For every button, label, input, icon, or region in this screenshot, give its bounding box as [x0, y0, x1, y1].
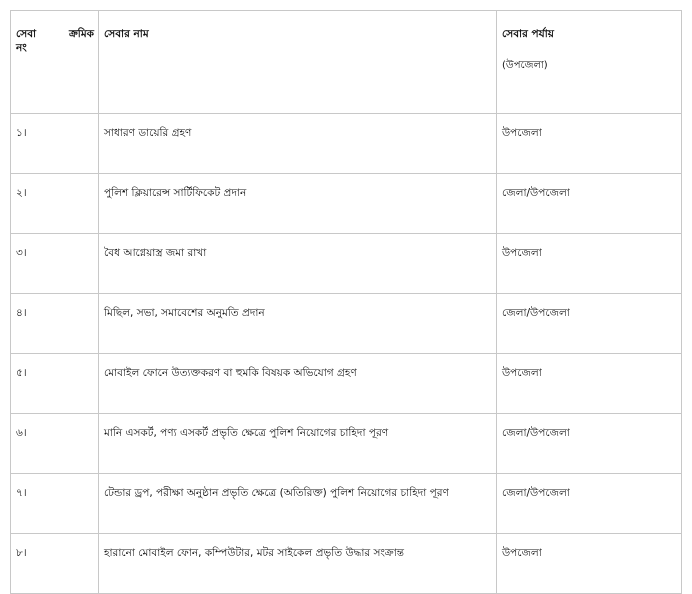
header-service-name-cell — [99, 11, 497, 114]
row-service-name: মানি এসকর্ট, পণ্য এসকর্ট প্রভৃতি ক্ষেত্রে পুলিশ নিয়োগের চাহিদা পূরণ — [99, 414, 497, 474]
table-row — [11, 354, 682, 414]
table-row — [11, 234, 682, 294]
table-row — [11, 294, 682, 354]
table-row — [11, 474, 682, 534]
table-row — [11, 114, 682, 174]
header-serial-word1: সেবা — [16, 28, 37, 40]
row-level: উপজেলা — [497, 234, 682, 294]
row-level: জেলা/উপজেলা — [497, 474, 682, 534]
row-serial: ৫। — [11, 354, 99, 414]
header-level-cell — [497, 11, 682, 114]
header-service-name: সেবার নাম — [104, 28, 149, 40]
row-serial: ৪। — [11, 294, 99, 354]
row-serial: ৬। — [11, 414, 99, 474]
row-service-name: পুলিশ ক্লিয়ারেন্স সার্টিফিকেট প্রদান — [99, 174, 497, 234]
row-serial: ১। — [11, 114, 99, 174]
row-level: উপজেলা — [497, 534, 682, 594]
header-serial-word3: নং — [16, 42, 27, 54]
row-serial: ৮। — [11, 534, 99, 594]
row-level: জেলা/উপজেলা — [497, 414, 682, 474]
row-service-name: টেন্ডার ড্রপ, পরীক্ষা অনুষ্ঠান প্রভৃতি ক্ষেত্রে (অতিরিক্ত) পুলিশ নিয়োগের চাহিদা পূরণ — [99, 474, 497, 534]
row-service-name: হারানো মোবাইল ফোন, কম্পিউটার, মটর সাইকেল প্রভৃতি উদ্ধার সংক্রান্ত — [99, 534, 497, 594]
header-serial-word2: ক্রমিক — [69, 28, 94, 40]
table-row — [11, 414, 682, 474]
row-level: উপজেলা — [497, 114, 682, 174]
table-row — [11, 534, 682, 594]
row-service-name: বৈধ আগ্নেয়াস্ত্র জমা রাখা — [99, 234, 497, 294]
row-level: জেলা/উপজেলা — [497, 294, 682, 354]
header-level: সেবার পর্যায় — [502, 28, 554, 40]
row-serial: ২। — [11, 174, 99, 234]
row-service-name: সাধারণ ডায়েরি গ্রহণ — [99, 114, 497, 174]
row-level: উপজেলা — [497, 354, 682, 414]
row-level: জেলা/উপজেলা — [497, 174, 682, 234]
table-row — [11, 174, 682, 234]
row-serial: ৩। — [11, 234, 99, 294]
header-level-sub: (উপজেলা) — [502, 60, 548, 71]
header-serial-cell — [11, 11, 99, 114]
table-header-row — [11, 11, 682, 114]
row-service-name: মিছিল, সভা, সমাবেশের অনুমতি প্রদান — [99, 294, 497, 354]
row-service-name: মোবাইল ফোনে উত্যক্তকরণ বা হুমকি বিষয়ক অভিযোগ গ্রহণ — [99, 354, 497, 414]
row-serial: ৭। — [11, 474, 99, 534]
services-table — [10, 10, 682, 594]
